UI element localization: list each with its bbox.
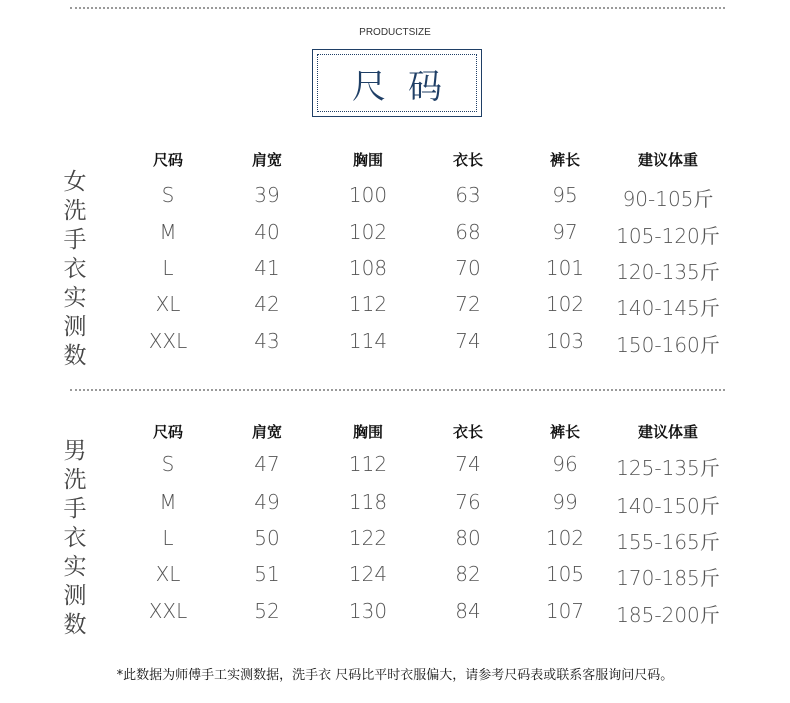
women-cell-chest: 112 bbox=[348, 292, 388, 316]
title-inner-frame bbox=[317, 54, 477, 112]
women-cell-weight: 105-120斤 bbox=[616, 224, 720, 248]
women-cell-weight: 90-105斤 bbox=[622, 187, 714, 211]
men-cell-weight: 170-185斤 bbox=[616, 566, 720, 590]
women-cell-shoulder: 39 bbox=[254, 183, 280, 207]
women-cell-size: L bbox=[162, 256, 174, 280]
men-header-chest: 胸围 bbox=[352, 423, 384, 441]
men-cell-shoulder: 49 bbox=[254, 490, 280, 514]
men-cell-size: XXL bbox=[148, 599, 188, 623]
women-cell-size: M bbox=[159, 220, 177, 244]
women-cell-length: 72 bbox=[455, 292, 481, 316]
men-cell-length: 84 bbox=[455, 599, 481, 623]
women-cell-length: 68 bbox=[455, 220, 481, 244]
women-header-weight: 建议体重 bbox=[637, 151, 699, 169]
women-side-label-char: 实 bbox=[63, 285, 87, 311]
women-cell-shoulder: 41 bbox=[254, 256, 280, 280]
women-cell-length: 70 bbox=[455, 256, 481, 280]
women-cell-size: XL bbox=[155, 292, 181, 316]
men-side-label-char: 数 bbox=[63, 612, 87, 638]
men-cell-shoulder: 50 bbox=[254, 526, 280, 550]
men-cell-weight: 125-135斤 bbox=[616, 456, 720, 480]
women-side-label-char: 女 bbox=[63, 169, 87, 195]
men-cell-shoulder: 52 bbox=[254, 599, 280, 623]
men-cell-chest: 130 bbox=[348, 599, 388, 623]
women-cell-length: 74 bbox=[455, 329, 481, 353]
men-side-label-char: 手 bbox=[63, 496, 87, 522]
men-cell-size: L bbox=[162, 526, 174, 550]
women-header-size: 尺码 bbox=[152, 151, 184, 169]
men-side-label-char: 衣 bbox=[63, 525, 87, 551]
title-frame bbox=[312, 49, 482, 117]
men-cell-length: 82 bbox=[455, 562, 481, 586]
men-cell-weight: 140-150斤 bbox=[616, 494, 720, 518]
men-cell-weight: 185-200斤 bbox=[616, 603, 720, 627]
men-cell-pants: 102 bbox=[545, 526, 585, 550]
women-side-label-char: 测 bbox=[63, 314, 87, 340]
women-cell-pants: 97 bbox=[552, 220, 578, 244]
women-cell-pants: 103 bbox=[545, 329, 585, 353]
women-header-chest: 胸围 bbox=[352, 151, 384, 169]
women-cell-shoulder: 43 bbox=[254, 329, 280, 353]
women-side-label-char: 数 bbox=[63, 343, 87, 369]
men-side-label bbox=[58, 437, 92, 640]
section-subtitle: PRODUCTSIZE bbox=[359, 27, 431, 38]
women-side-label bbox=[58, 168, 92, 371]
women-cell-weight: 150-160斤 bbox=[616, 333, 720, 357]
women-cell-chest: 102 bbox=[348, 220, 388, 244]
men-header-pants: 裤长 bbox=[549, 423, 581, 441]
men-side-label-char: 洗 bbox=[63, 467, 87, 493]
women-cell-weight: 140-145斤 bbox=[616, 296, 720, 320]
men-cell-length: 74 bbox=[455, 452, 481, 476]
women-cell-shoulder: 42 bbox=[254, 292, 280, 316]
men-cell-shoulder: 47 bbox=[254, 452, 280, 476]
women-cell-chest: 108 bbox=[348, 256, 388, 280]
women-header-shoulder: 肩宽 bbox=[251, 151, 283, 169]
women-side-label-char: 洗 bbox=[63, 198, 87, 224]
men-cell-chest: 124 bbox=[348, 562, 388, 586]
women-header-length: 衣长 bbox=[452, 151, 484, 169]
women-cell-size: XXL bbox=[148, 329, 188, 353]
men-cell-size: S bbox=[161, 452, 175, 476]
men-cell-chest: 112 bbox=[348, 452, 388, 476]
men-cell-length: 76 bbox=[455, 490, 481, 514]
women-cell-length: 63 bbox=[455, 183, 481, 207]
men-side-label-char: 男 bbox=[63, 438, 87, 464]
men-cell-pants: 96 bbox=[552, 452, 578, 476]
women-cell-chest: 114 bbox=[348, 329, 388, 353]
women-cell-pants: 95 bbox=[552, 183, 578, 207]
women-side-label-char: 手 bbox=[63, 227, 87, 253]
men-cell-pants: 99 bbox=[552, 490, 578, 514]
footer-note: *此数据为师傅手工实测数据，洗手衣 尺码比平时衣服偏大，请参考尺码表或联系客服询问尺码。 bbox=[116, 668, 674, 683]
women-side-label-char: 衣 bbox=[63, 256, 87, 282]
men-cell-chest: 122 bbox=[348, 526, 388, 550]
men-side-label-char: 测 bbox=[63, 583, 87, 609]
men-cell-length: 80 bbox=[455, 526, 481, 550]
women-cell-pants: 101 bbox=[545, 256, 585, 280]
women-cell-size: S bbox=[161, 183, 175, 207]
men-cell-shoulder: 51 bbox=[254, 562, 280, 586]
men-cell-size: M bbox=[159, 490, 177, 514]
women-header-pants: 裤长 bbox=[549, 151, 581, 169]
men-cell-pants: 107 bbox=[545, 599, 585, 623]
women-cell-chest: 100 bbox=[348, 183, 388, 207]
top-dotted-divider bbox=[70, 7, 725, 9]
men-header-length: 衣长 bbox=[452, 423, 484, 441]
men-header-size: 尺码 bbox=[152, 423, 184, 441]
women-cell-weight: 120-135斤 bbox=[616, 260, 720, 284]
men-cell-weight: 155-165斤 bbox=[616, 530, 720, 554]
men-cell-pants: 105 bbox=[545, 562, 585, 586]
men-side-label-char: 实 bbox=[63, 554, 87, 580]
middle-dotted-divider bbox=[70, 389, 725, 391]
men-cell-chest: 118 bbox=[348, 490, 388, 514]
men-header-weight: 建议体重 bbox=[637, 423, 699, 441]
page-title: 尺码 bbox=[352, 66, 464, 107]
men-cell-size: XL bbox=[155, 562, 181, 586]
women-cell-pants: 102 bbox=[545, 292, 585, 316]
men-header-shoulder: 肩宽 bbox=[251, 423, 283, 441]
women-cell-shoulder: 40 bbox=[254, 220, 280, 244]
